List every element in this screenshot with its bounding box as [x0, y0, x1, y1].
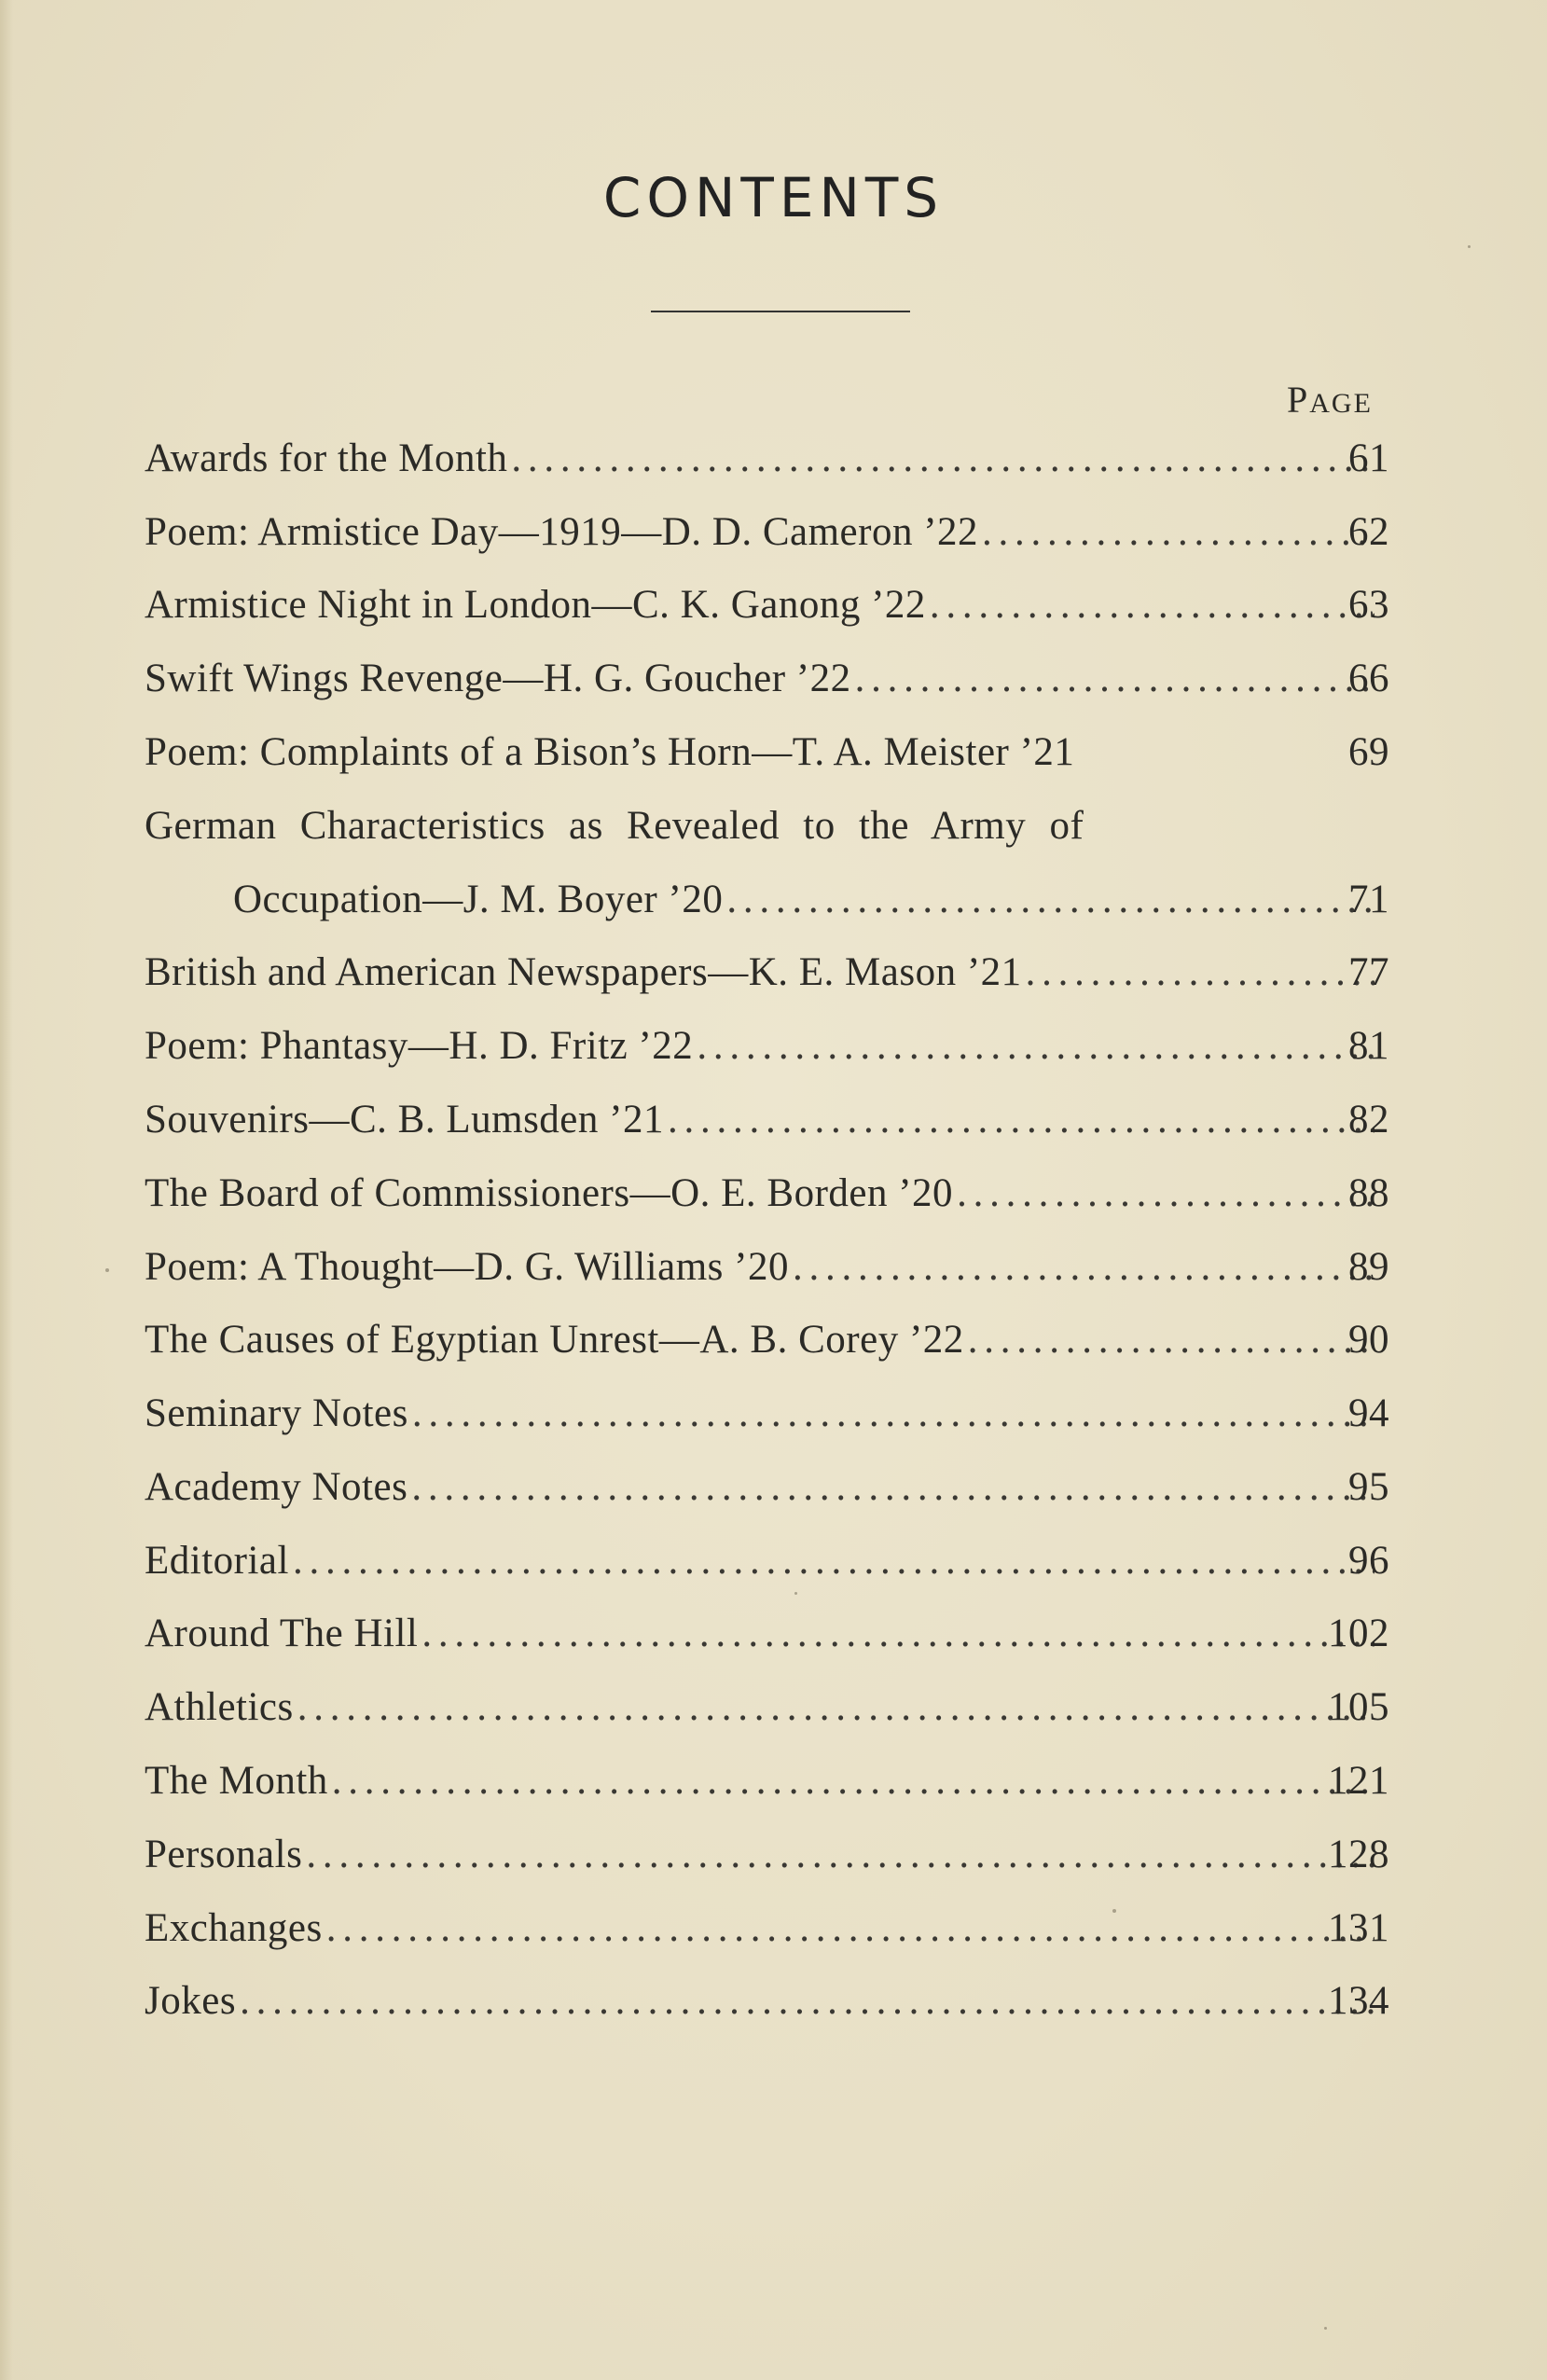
dot-leader [326, 1905, 1374, 1951]
toc-entry[interactable] [145, 1244, 1389, 1296]
toc-entry[interactable] [145, 1978, 1389, 2030]
toc-entry-title: Armistice Night in London—C. K. Ganong ’22 [145, 583, 926, 627]
toc-entry-title: Around The Hill [145, 1612, 419, 1655]
toc-entry-title: Poem: Armistice Day—1919—D. D. Cameron ’22 [145, 510, 979, 554]
toc-entry-title: Athletics [145, 1685, 294, 1729]
toc-entry-title: Personals [145, 1833, 303, 1876]
toc-entry-page: 90 [1348, 1318, 1389, 1362]
toc-entry-title: Occupation—J. M. Boyer ’20 [233, 878, 724, 921]
toc-entry-title: Exchanges [145, 1906, 323, 1950]
paper-speck [794, 1592, 797, 1595]
toc-entry[interactable] [145, 949, 1389, 1002]
dot-leader [793, 1244, 1374, 1290]
toc-entry[interactable] [145, 1317, 1389, 1369]
toc-entry[interactable] [145, 1170, 1389, 1223]
dot-leader [332, 1758, 1374, 1804]
dot-leader [306, 1832, 1374, 1877]
toc-entry-title: The Month [145, 1759, 328, 1803]
toc-entry[interactable] [145, 582, 1389, 634]
toc-entry-title: Poem: Phantasy—H. D. Fritz ’22 [145, 1024, 694, 1068]
toc-entry[interactable] [145, 803, 1380, 855]
toc-entry[interactable] [145, 1464, 1389, 1516]
dot-leader [668, 1097, 1374, 1142]
toc-entry[interactable] [233, 877, 1389, 929]
toc-entry-page: 131 [1328, 1906, 1389, 1950]
toc-entry-page: 71 [1348, 878, 1389, 921]
dot-leader [293, 1538, 1374, 1584]
toc-entry-page: 82 [1348, 1098, 1389, 1142]
dot-leader [412, 1391, 1374, 1436]
toc-entry-page: 62 [1348, 510, 1389, 554]
toc-entry[interactable] [145, 656, 1389, 708]
toc-entry-page: 81 [1348, 1024, 1389, 1068]
toc-entry-page: 102 [1328, 1612, 1389, 1655]
dot-leader [240, 1978, 1374, 2024]
toc-entry-title: Academy Notes [145, 1465, 408, 1509]
dot-leader [411, 1464, 1374, 1510]
page-header-rest: AGE [1309, 388, 1373, 419]
toc-entry-page: 94 [1348, 1391, 1389, 1435]
paper-speck [105, 1268, 109, 1272]
toc-entry[interactable] [145, 436, 1389, 488]
toc-entry[interactable] [145, 1538, 1389, 1590]
toc-entry-title: Souvenirs—C. B. Lumsden ’21 [145, 1098, 664, 1142]
toc-entry-page: 105 [1328, 1685, 1389, 1729]
paper-speck [1468, 245, 1471, 248]
toc-entry-page: 134 [1328, 1979, 1389, 2023]
toc-entry-title: The Causes of Egyptian Unrest—A. B. Corey ’22 [145, 1318, 964, 1362]
toc-entry[interactable] [145, 1097, 1389, 1149]
dot-leader [297, 1684, 1374, 1730]
dot-leader [697, 1023, 1374, 1069]
toc-entry-title: Seminary Notes [145, 1391, 408, 1435]
toc-entry-title: Editorial [145, 1539, 289, 1583]
toc-entry-page: 95 [1348, 1465, 1389, 1509]
page-title: CONTENTS [602, 166, 945, 229]
toc-entry-title: German Characteristics as Revealed to the Army of [145, 804, 1084, 848]
toc-entry-page: 89 [1348, 1245, 1389, 1289]
toc-entry[interactable] [145, 1758, 1389, 1810]
dot-leader [855, 656, 1374, 701]
dot-leader [511, 436, 1374, 481]
toc-entry[interactable] [145, 1611, 1389, 1663]
toc-entry[interactable] [145, 1905, 1389, 1958]
toc-entry-title: The Board of Commissioners—O. E. Borden ’20 [145, 1171, 954, 1215]
toc-entry[interactable] [145, 1684, 1389, 1737]
toc-entry-page: 88 [1348, 1171, 1389, 1215]
paper-speck [1112, 1909, 1116, 1913]
paper-speck [1324, 2327, 1327, 2330]
toc-entry-page: 96 [1348, 1539, 1389, 1583]
page-header-initial: P [1287, 379, 1310, 421]
toc-entry-page: 61 [1348, 436, 1389, 480]
dot-leader [421, 1611, 1374, 1656]
dot-leader [726, 877, 1374, 922]
toc-entry-page: 63 [1348, 583, 1389, 627]
toc-entry-title: Poem: Complaints of a Bison’s Horn—T. A. Meister ’21 [145, 730, 1075, 774]
toc-entry-title: Awards for the Month [145, 436, 508, 480]
toc-entry-page: 121 [1328, 1759, 1389, 1803]
toc-entry-page: 69 [1348, 730, 1389, 774]
toc-entry[interactable] [145, 1023, 1389, 1075]
toc-entry-title: Swift Wings Revenge—H. G. Goucher ’22 [145, 657, 851, 700]
toc-entry-page: 66 [1348, 657, 1389, 700]
toc-entry-page: 128 [1328, 1833, 1389, 1876]
toc-entry[interactable] [145, 509, 1389, 561]
toc-entry-title: Jokes [145, 1979, 237, 2023]
toc-entry-page: 77 [1348, 950, 1389, 994]
toc-entry-title: Poem: A Thought—D. G. Williams ’20 [145, 1245, 789, 1289]
toc-entry[interactable] [145, 1391, 1389, 1443]
toc-entry[interactable] [145, 1832, 1389, 1884]
toc-entry[interactable] [145, 729, 1389, 782]
toc-entry-title: British and American Newspapers—K. E. Mason ’21 [145, 950, 1022, 994]
